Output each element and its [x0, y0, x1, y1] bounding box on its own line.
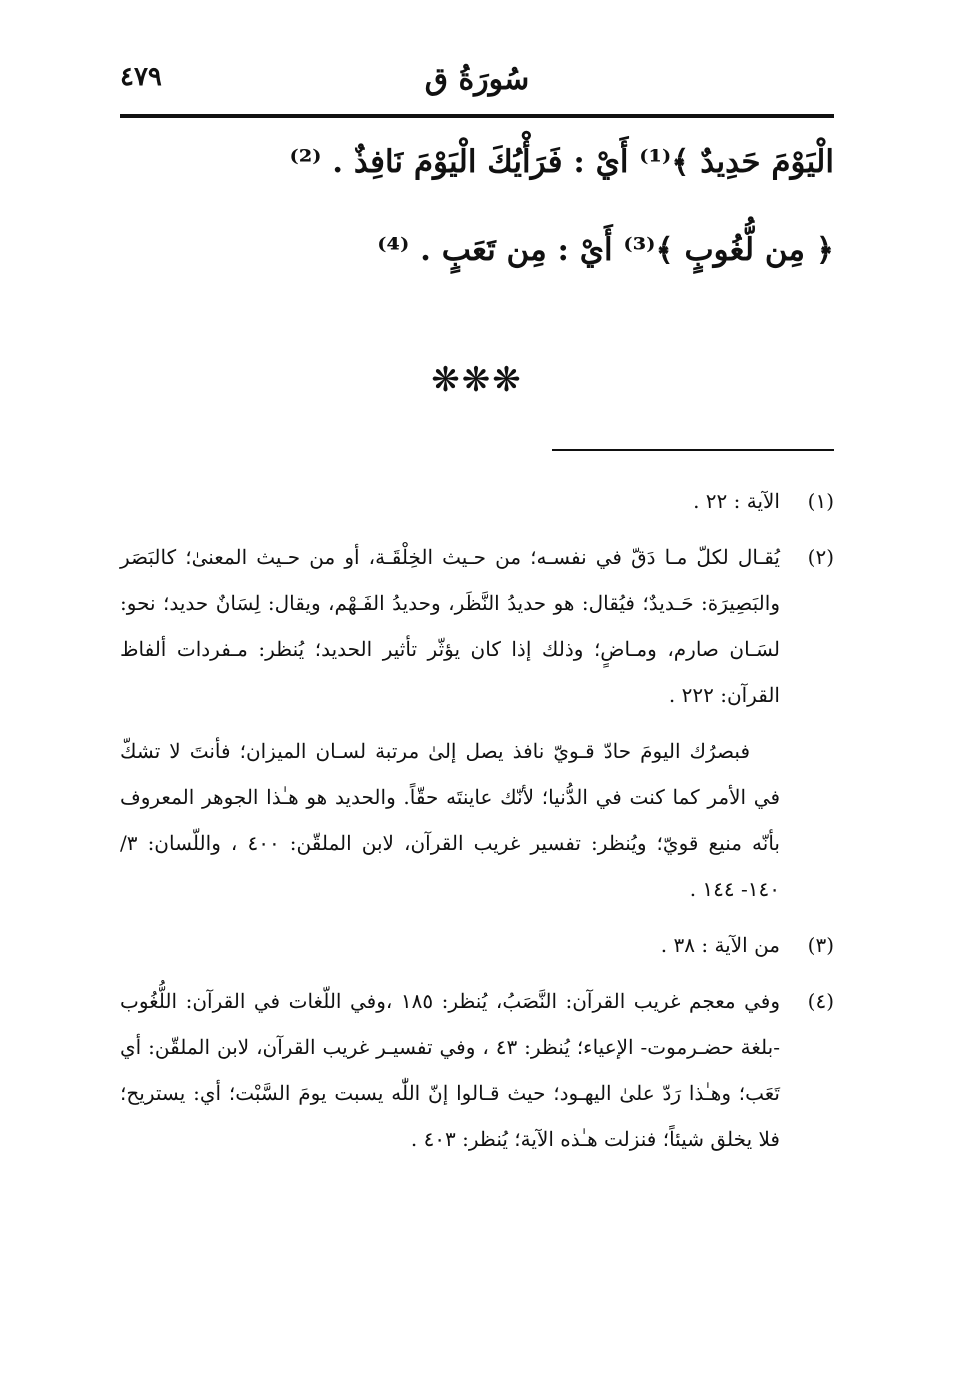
footnote-number: (٣) [807, 933, 834, 957]
footnote-text: وفي معجم غريب القرآن: النَّصَبُ، يُنظر: ١٨٥ ،وفي اللّغات في القرآن: اللُّغُوب -بلغة حضـرموت- الإعياء؛ يُنظر: ٤٣ ، وفي تفسيـر غريب القرآن، لابن الملقّن: أي تَعَب؛ وهـٰذا رَدّ علىٰ اليهـود؛ حيث قـالوا إنّ اللّٰه يسبت يومَ السَّبْت؛ أي: يستريح؛ فلا يخلق شيئاً؛ فنزلت هـٰذه الآية؛ يُنظر: ٤٠٣ . [120, 989, 780, 1151]
footnote-number: (١) [807, 489, 834, 513]
main-line-1: الْيَوْمَ حَدِيدٌ ﴾⁽¹⁾ أَيْ : فَرَأْيُكَ الْيَوْمَ نَافِذٌ . ⁽²⁾ [289, 144, 834, 180]
footnote-number: (٢) [807, 545, 834, 569]
main-text [120, 140, 834, 316]
header-rule [120, 114, 834, 118]
footnote-1 [120, 478, 834, 524]
footnotes [120, 478, 834, 1162]
surah-title: سُورَةُ ق [424, 62, 530, 97]
main-line-2: ﴿ مِن لُّغُوبٍ ﴾⁽³⁾ أَيْ : مِن تَعَبٍ . ⁽⁴⁾ [377, 232, 834, 268]
footnote-3 [120, 922, 834, 968]
page-number: ٤٧٩ [120, 62, 162, 92]
footnote-number: (٤) [807, 989, 834, 1013]
footnote-4 [120, 978, 834, 1162]
footnote-text: من الآية : ٣٨ . [660, 933, 780, 957]
asterism-separator: ❋❋❋ [431, 360, 523, 400]
footnote-rule [552, 449, 834, 451]
footnote-text: يُقـال لكلّ مـا دَقّ في نفسـه؛ من حـيث الخِلْقَـة، أو من حـيث المعنىٰ؛ كالبَصَر والبَصِيرَة: حَـديدٌ؛ فيُقال: هو حديدُ النَّظَر، وحديدُ الفَـهْم، ويقال: لِسَانٌ حديد؛ نحو: لسَـان صارم، ومـاضٍ؛ وذلك إذا كان يؤثّر تأثير الحديد؛ يُنظر: مـفردات ألفاظ القرآن: ٢٢٢ . [120, 545, 780, 707]
footnote-text: الآية : ٢٢ . [693, 489, 780, 513]
page-header [120, 62, 834, 110]
footnote-paragraph: فبصرُك اليومَ حادّ قـويّ نافذ يصل إلىٰ مرتبة لسـان الميزان؛ فأنتَ لا تشكّ في الأمر كما كنت في الدُّنيا؛ لأنّك عاينتَه حقّاً. والحديد هو هـٰذا الجوهر المعروف بأنّه منيع قويّ؛ ويُنظر: تفسير غريب القرآن، لابن الملقّن: ٤٠٠ ، واللّسان: ٣/ ١٤٠- ١٤٤ . [120, 739, 781, 901]
footnote-2 [120, 534, 834, 912]
